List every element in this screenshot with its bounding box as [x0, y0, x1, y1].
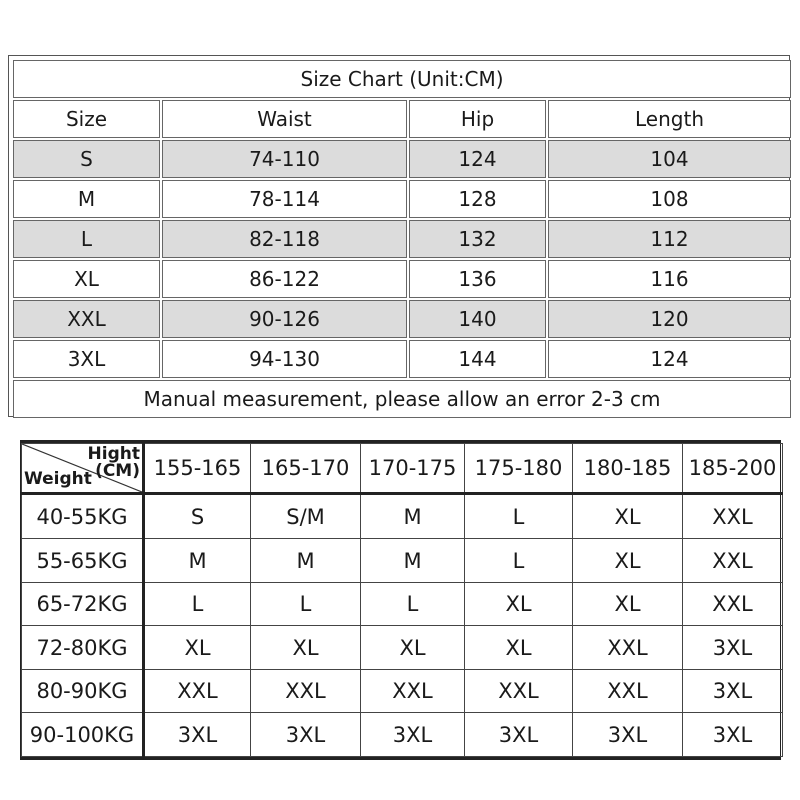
- size-cell: 3XL: [683, 669, 783, 713]
- size-cell: M: [251, 539, 361, 583]
- length-cell: 108: [548, 180, 791, 218]
- waist-cell: 94-130: [162, 340, 407, 378]
- weight-label: 65-72KG: [22, 582, 144, 626]
- height-col-header: 165-170: [251, 444, 361, 494]
- size-cell: XXL: [144, 669, 251, 713]
- height-col-header: 170-175: [361, 444, 465, 494]
- size-cell: L: [144, 582, 251, 626]
- hip-cell: 132: [409, 220, 546, 258]
- size-chart-table: [8, 55, 790, 417]
- size-cell: 3XL: [573, 713, 683, 757]
- size-cell: 3XL: [251, 713, 361, 757]
- size-cell: XXL: [683, 582, 783, 626]
- size-cell: XL: [465, 626, 573, 670]
- corner-header: [22, 444, 144, 494]
- size-chart-title: Size Chart (Unit:CM): [13, 60, 791, 98]
- size-cell: XL: [573, 494, 683, 539]
- weight-label: 90-100KG: [22, 713, 144, 757]
- weight-row: [22, 494, 783, 539]
- size-cell: M: [361, 494, 465, 539]
- height-col-header: 155-165: [144, 444, 251, 494]
- size-cell: XXL: [361, 669, 465, 713]
- size-cell: XL: [465, 582, 573, 626]
- size-row-3xl: [13, 340, 791, 378]
- size-row-s: [13, 140, 791, 178]
- weight-row: [22, 539, 783, 583]
- size-row-l: [13, 220, 791, 258]
- size-cell: XXL: [683, 539, 783, 583]
- header-waist: Waist: [162, 100, 407, 138]
- height-col-header: 180-185: [573, 444, 683, 494]
- hip-cell: 124: [409, 140, 546, 178]
- size-cell: M: [144, 539, 251, 583]
- header-size: Size: [13, 100, 160, 138]
- size-cell: L: [465, 539, 573, 583]
- weight-row: [22, 626, 783, 670]
- header-hip: Hip: [409, 100, 546, 138]
- size-cell: XXL: [683, 494, 783, 539]
- size-cell: 3XL: [683, 713, 783, 757]
- size-cell: 3XL: [144, 713, 251, 757]
- length-cell: 112: [548, 220, 791, 258]
- size-cell: L: [465, 494, 573, 539]
- size-cell: L: [13, 220, 160, 258]
- size-cell: XL: [361, 626, 465, 670]
- corner-weight-label: Weight: [24, 469, 92, 489]
- length-cell: 104: [548, 140, 791, 178]
- size-cell: 3XL: [683, 626, 783, 670]
- height-header-row: [22, 444, 783, 494]
- size-cell: S/M: [251, 494, 361, 539]
- weight-label: 55-65KG: [22, 539, 144, 583]
- size-cell: XXL: [251, 669, 361, 713]
- size-cell: XXL: [573, 669, 683, 713]
- height-col-header: 185-200: [683, 444, 783, 494]
- size-cell: XL: [573, 582, 683, 626]
- size-cell: XXL: [573, 626, 683, 670]
- waist-cell: 90-126: [162, 300, 407, 338]
- size-cell: XL: [144, 626, 251, 670]
- length-cell: 120: [548, 300, 791, 338]
- size-cell: 3XL: [465, 713, 573, 757]
- cm-text: (CM): [95, 461, 140, 481]
- size-cell: XXL: [465, 669, 573, 713]
- size-cell: 3XL: [13, 340, 160, 378]
- size-cell: XL: [573, 539, 683, 583]
- weight-label: 72-80KG: [22, 626, 144, 670]
- size-row-xl: [13, 260, 791, 298]
- weight-row: [22, 582, 783, 626]
- length-cell: 116: [548, 260, 791, 298]
- hight-text: Hight: [87, 444, 140, 464]
- weight-row: [22, 669, 783, 713]
- weight-label: 80-90KG: [22, 669, 144, 713]
- waist-cell: 74-110: [162, 140, 407, 178]
- size-row-m: [13, 180, 791, 218]
- waist-cell: 86-122: [162, 260, 407, 298]
- size-cell: XXL: [13, 300, 160, 338]
- size-cell: S: [144, 494, 251, 539]
- hip-cell: 128: [409, 180, 546, 218]
- size-cell: S: [13, 140, 160, 178]
- size-chart-header-row: [13, 100, 791, 138]
- hip-cell: 144: [409, 340, 546, 378]
- size-cell: XL: [251, 626, 361, 670]
- height-col-header: 175-180: [465, 444, 573, 494]
- header-length: Length: [548, 100, 791, 138]
- corner-hight-label: [88, 446, 140, 480]
- waist-cell: 78-114: [162, 180, 407, 218]
- length-cell: 124: [548, 340, 791, 378]
- waist-cell: 82-118: [162, 220, 407, 258]
- size-cell: 3XL: [361, 713, 465, 757]
- hip-cell: 136: [409, 260, 546, 298]
- height-weight-table: [20, 440, 781, 760]
- measurement-note: Manual measurement, please allow an error 2-3 cm: [13, 380, 791, 418]
- size-row-xxl: [13, 300, 791, 338]
- size-cell: M: [361, 539, 465, 583]
- size-cell: XL: [13, 260, 160, 298]
- size-cell: L: [361, 582, 465, 626]
- size-cell: M: [13, 180, 160, 218]
- weight-row: [22, 713, 783, 757]
- hip-cell: 140: [409, 300, 546, 338]
- weight-label: 40-55KG: [22, 494, 144, 539]
- size-cell: L: [251, 582, 361, 626]
